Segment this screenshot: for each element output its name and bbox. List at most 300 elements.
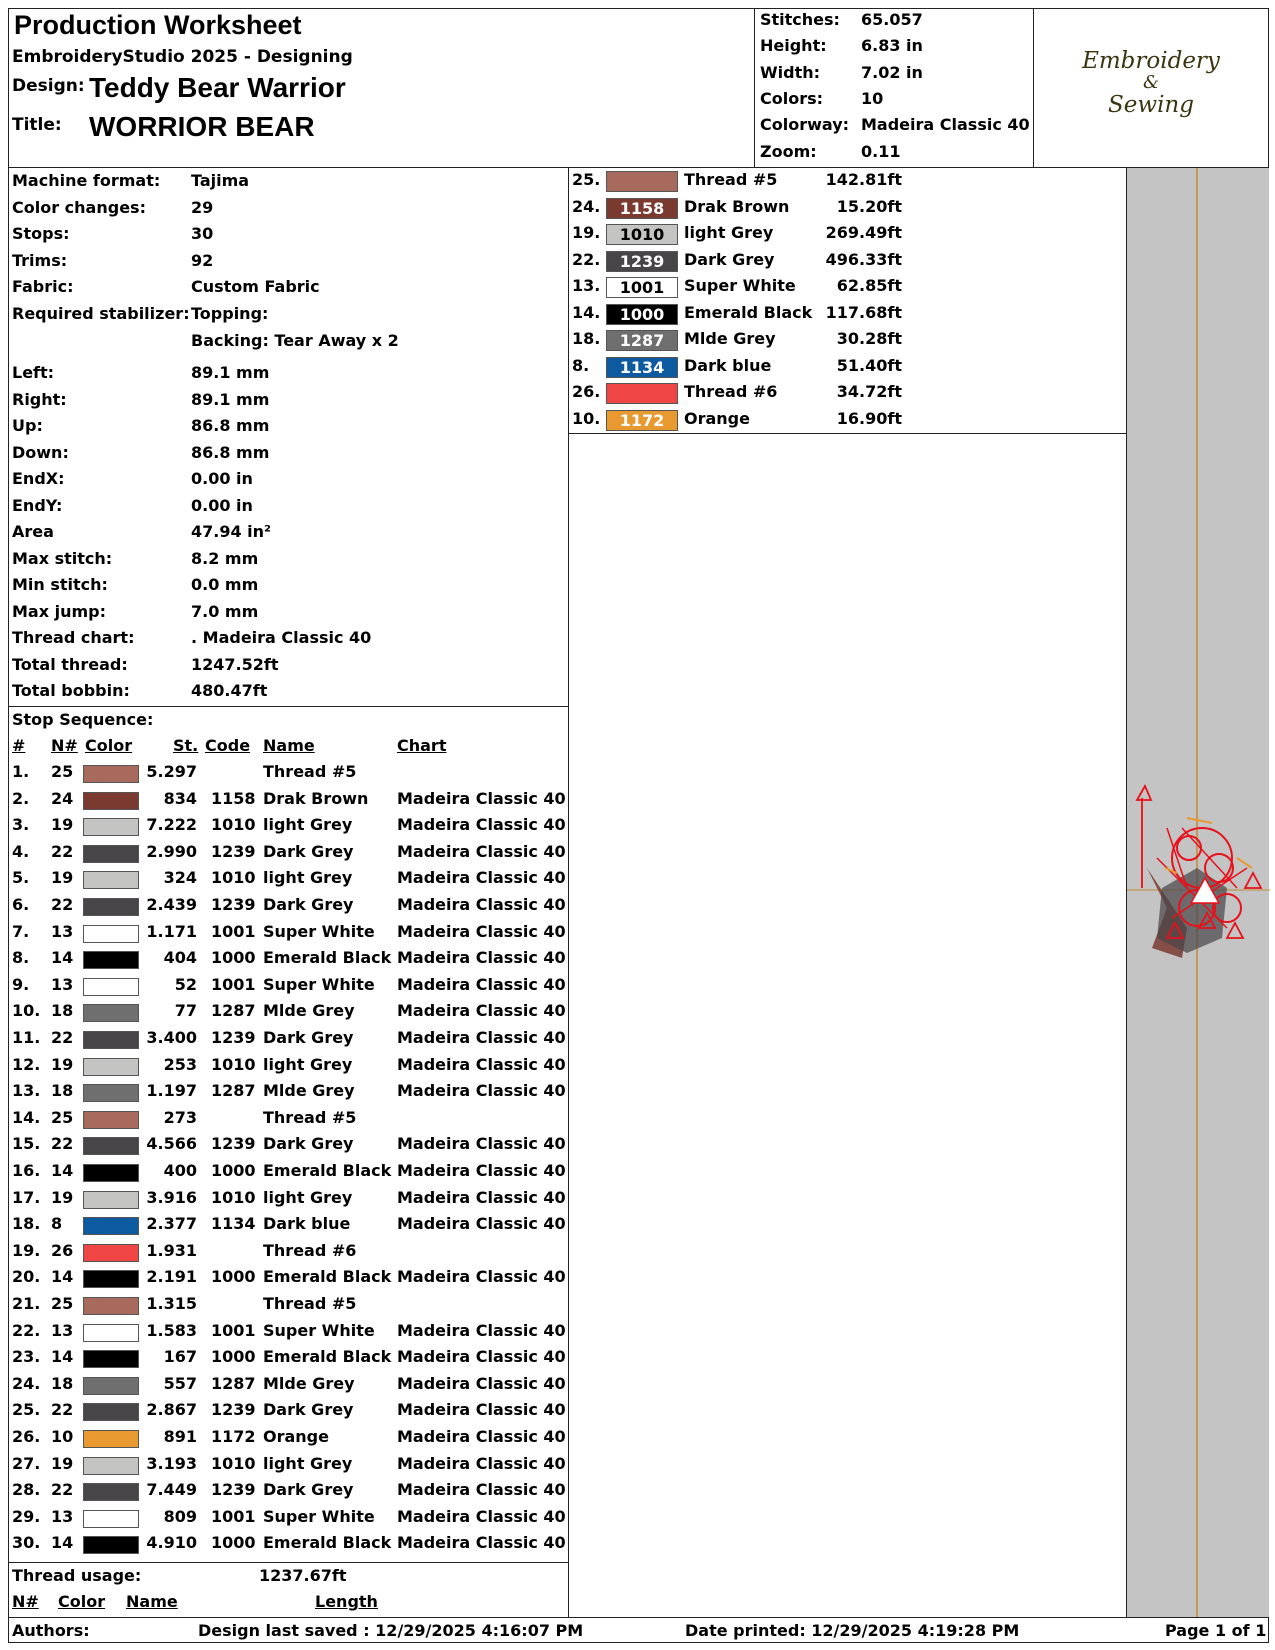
col-chart: Chart bbox=[397, 736, 447, 755]
row-needle: 25 bbox=[51, 1107, 74, 1127]
row-code: 1287 bbox=[211, 1001, 256, 1021]
row-code: 1134 bbox=[211, 1214, 256, 1234]
logo bbox=[1034, 48, 1268, 118]
design-preview-drawing bbox=[1127, 168, 1270, 1617]
info-label: Fabric: bbox=[12, 277, 74, 297]
row-needle: 19 bbox=[51, 1187, 74, 1207]
row-needle: 18 bbox=[51, 1001, 74, 1021]
measure-label: Total thread: bbox=[12, 654, 128, 674]
row-stitches: 809 bbox=[163, 1506, 197, 1526]
row-color-swatch bbox=[83, 1191, 139, 1209]
measure-value: 0.00 in bbox=[191, 495, 253, 515]
thread-swatch: 1239 bbox=[606, 251, 678, 272]
thread-row bbox=[572, 382, 902, 408]
row-index: 4. bbox=[12, 841, 30, 861]
col-code: Code bbox=[205, 736, 251, 755]
measure-value: 7.0 mm bbox=[191, 601, 259, 621]
row-stitches: 3.193 bbox=[146, 1453, 197, 1473]
row-name: Super White bbox=[263, 1506, 375, 1526]
thread-length: 34.72ft bbox=[836, 382, 902, 401]
logo-line-2: & bbox=[1142, 72, 1160, 93]
row-code: 1010 bbox=[211, 1453, 256, 1473]
row-name: Dark Grey bbox=[263, 895, 354, 914]
row-index: 2. bbox=[12, 788, 30, 808]
table-row bbox=[12, 868, 564, 894]
row-needle: 18 bbox=[51, 1081, 74, 1101]
table-row bbox=[12, 1533, 564, 1559]
thread-name: Dark Grey bbox=[684, 249, 775, 269]
row-index: 22. bbox=[12, 1320, 41, 1340]
row-index: 24. bbox=[12, 1373, 41, 1393]
row-name: Drak Brown bbox=[263, 788, 369, 808]
row-code: 1010 bbox=[211, 815, 256, 835]
row-name: Thread #6 bbox=[263, 1240, 357, 1260]
thread-length: 62.85ft bbox=[836, 276, 902, 295]
thread-row bbox=[572, 170, 902, 196]
bear-warrior-embroidery bbox=[1137, 786, 1261, 958]
table-row bbox=[12, 1400, 564, 1426]
row-code: 1239 bbox=[211, 895, 256, 914]
row-chart: Madeira Classic 40 bbox=[397, 1161, 566, 1180]
row-chart: Madeira Classic 40 bbox=[397, 815, 566, 835]
row-needle: 10 bbox=[51, 1427, 74, 1446]
row-index: 19. bbox=[12, 1240, 41, 1260]
row-name: Orange bbox=[263, 1427, 329, 1446]
table-row bbox=[12, 815, 564, 841]
row-chart: Madeira Classic 40 bbox=[397, 921, 566, 941]
row-name: Super White bbox=[263, 921, 375, 941]
stop-sequence-title: Stop Sequence: bbox=[12, 710, 154, 729]
row-chart: Madeira Classic 40 bbox=[397, 948, 566, 968]
thread-swatch bbox=[606, 171, 678, 192]
row-code: 1172 bbox=[211, 1427, 256, 1446]
col-name: Name bbox=[263, 736, 315, 755]
col-stitches: St. bbox=[173, 736, 199, 755]
stat-value: 10 bbox=[861, 88, 884, 108]
row-needle: 13 bbox=[51, 1320, 74, 1340]
row-chart: Madeira Classic 40 bbox=[397, 1347, 566, 1367]
usage-col-needle: N# bbox=[12, 1592, 39, 1611]
row-color-swatch bbox=[83, 1004, 139, 1022]
row-index: 12. bbox=[12, 1054, 41, 1074]
row-name: light Grey bbox=[263, 868, 353, 888]
row-index: 18. bbox=[12, 1214, 41, 1234]
row-color-swatch bbox=[83, 1137, 139, 1155]
row-chart: Madeira Classic 40 bbox=[397, 1320, 566, 1340]
measure-value: 8.2 mm bbox=[191, 548, 259, 568]
row-color-swatch bbox=[83, 898, 139, 916]
sequence-divider bbox=[8, 1562, 568, 1563]
row-stitches: 77 bbox=[174, 1001, 197, 1021]
thread-swatch: 1010 bbox=[606, 224, 678, 245]
thread-name: Super White bbox=[684, 276, 796, 295]
thread-number: 22. bbox=[572, 249, 601, 269]
row-name: Dark Grey bbox=[263, 1028, 354, 1047]
row-stitches: 557 bbox=[163, 1373, 197, 1393]
thread-row bbox=[572, 223, 902, 249]
design-label: Design: bbox=[12, 76, 85, 96]
row-index: 14. bbox=[12, 1107, 41, 1127]
row-chart: Madeira Classic 40 bbox=[397, 1427, 566, 1446]
measure-value: 0.0 mm bbox=[191, 575, 259, 594]
stat-label: Zoom: bbox=[760, 141, 817, 161]
row-stitches: 324 bbox=[163, 868, 197, 888]
measure-label: EndX: bbox=[12, 469, 65, 488]
row-name: Mlde Grey bbox=[263, 1001, 355, 1021]
info-label: Required stabilizer: bbox=[12, 304, 190, 323]
row-needle: 19 bbox=[51, 868, 74, 888]
measure-value: 86.8 mm bbox=[191, 416, 270, 435]
info-value: 92 bbox=[191, 250, 214, 270]
row-color-swatch bbox=[83, 1483, 139, 1501]
footer-date-printed: Date printed: 12/29/2025 4:19:28 PM bbox=[685, 1621, 1020, 1640]
row-chart: Madeira Classic 40 bbox=[397, 1453, 566, 1473]
row-chart: Madeira Classic 40 bbox=[397, 1001, 566, 1021]
left-column-divider bbox=[568, 167, 569, 1617]
thread-length: 51.40ft bbox=[836, 355, 902, 375]
row-chart: Madeira Classic 40 bbox=[397, 1134, 566, 1154]
table-row bbox=[12, 1001, 564, 1027]
measure-value: . Madeira Classic 40 bbox=[191, 628, 372, 647]
thread-usage-label: Thread usage: bbox=[12, 1566, 142, 1585]
row-needle: 22 bbox=[51, 1134, 74, 1154]
row-color-swatch bbox=[83, 1164, 139, 1182]
header-divider bbox=[8, 167, 1269, 168]
thread-number: 18. bbox=[572, 329, 601, 348]
row-stitches: 273 bbox=[163, 1107, 197, 1127]
measure-label: Up: bbox=[12, 416, 43, 435]
row-needle: 14 bbox=[51, 948, 74, 968]
table-row bbox=[12, 1214, 564, 1240]
row-color-swatch bbox=[83, 1350, 139, 1368]
stat-label: Width: bbox=[760, 62, 821, 82]
row-color-swatch bbox=[83, 1084, 139, 1102]
row-color-swatch bbox=[83, 1403, 139, 1421]
thread-swatch: 1287 bbox=[606, 330, 678, 351]
info-value: Custom Fabric bbox=[191, 277, 320, 297]
row-color-swatch bbox=[83, 1270, 139, 1288]
row-code: 1158 bbox=[211, 788, 256, 808]
row-name: Emerald Black bbox=[263, 1267, 392, 1287]
table-row bbox=[12, 1480, 564, 1506]
row-needle: 13 bbox=[51, 974, 74, 994]
row-chart: Madeira Classic 40 bbox=[397, 1214, 566, 1234]
table-row bbox=[12, 948, 564, 974]
table-row bbox=[12, 895, 564, 921]
row-chart: Madeira Classic 40 bbox=[397, 1054, 566, 1074]
measure-label: Max jump: bbox=[12, 601, 107, 621]
thread-length: 30.28ft bbox=[836, 329, 902, 348]
table-row bbox=[12, 1241, 564, 1267]
table-row bbox=[12, 1055, 564, 1081]
row-color-swatch bbox=[83, 1457, 139, 1475]
row-needle: 22 bbox=[51, 841, 74, 861]
row-stitches: 1.171 bbox=[146, 921, 197, 941]
thread-row bbox=[572, 356, 902, 382]
row-color-swatch bbox=[83, 1324, 139, 1342]
measure-label: Thread chart: bbox=[12, 628, 135, 647]
col-color: Color bbox=[85, 736, 133, 755]
row-color-swatch bbox=[83, 1058, 139, 1076]
thread-number: 10. bbox=[572, 408, 601, 428]
row-code: 1001 bbox=[211, 1320, 256, 1340]
row-index: 29. bbox=[12, 1506, 41, 1526]
thread-length: 16.90ft bbox=[836, 408, 902, 428]
row-color-swatch bbox=[83, 925, 139, 943]
thread-swatch: 1134 bbox=[606, 357, 678, 378]
info-value: Backing: Tear Away x 2 bbox=[191, 330, 399, 350]
table-row bbox=[12, 762, 564, 788]
thread-number: 24. bbox=[572, 196, 601, 216]
stat-value: 0.11 bbox=[861, 141, 901, 161]
row-stitches: 1.583 bbox=[146, 1320, 197, 1340]
thread-name: Dark blue bbox=[684, 355, 772, 375]
thread-swatch: 1158 bbox=[606, 198, 678, 219]
usage-col-length: Length bbox=[315, 1592, 378, 1611]
row-code: 1000 bbox=[211, 1347, 256, 1367]
software-name: EmbroideryStudio 2025 - Designing bbox=[12, 47, 353, 67]
row-name: Thread #5 bbox=[263, 1107, 357, 1127]
measure-value: 86.8 mm bbox=[191, 442, 270, 462]
row-code: 1000 bbox=[211, 1267, 256, 1287]
row-index: 16. bbox=[12, 1161, 41, 1180]
row-name: Emerald Black bbox=[263, 1533, 392, 1553]
thread-name: Emerald Black bbox=[684, 302, 813, 322]
table-row bbox=[12, 1294, 564, 1320]
thread-number: 26. bbox=[572, 382, 601, 401]
row-chart: Madeira Classic 40 bbox=[397, 1373, 566, 1393]
row-code: 1000 bbox=[211, 948, 256, 968]
row-needle: 8 bbox=[51, 1214, 63, 1234]
thread-number: 13. bbox=[572, 276, 601, 295]
row-stitches: 7.222 bbox=[146, 815, 197, 835]
row-stitches: 1.197 bbox=[146, 1081, 197, 1101]
stat-label: Stitches: bbox=[760, 10, 840, 29]
row-chart: Madeira Classic 40 bbox=[397, 1187, 566, 1207]
row-index: 26. bbox=[12, 1427, 41, 1446]
row-index: 21. bbox=[12, 1294, 41, 1313]
row-color-swatch bbox=[83, 951, 139, 969]
row-chart: Madeira Classic 40 bbox=[397, 1400, 566, 1420]
row-stitches: 400 bbox=[163, 1161, 197, 1180]
row-name: Thread #5 bbox=[263, 762, 357, 781]
info-divider bbox=[8, 706, 568, 707]
row-code: 1239 bbox=[211, 1028, 256, 1047]
row-index: 9. bbox=[12, 974, 30, 994]
table-row bbox=[12, 1321, 564, 1347]
row-chart: Madeira Classic 40 bbox=[397, 841, 566, 861]
row-color-swatch bbox=[83, 978, 139, 996]
col-needle: N# bbox=[51, 736, 78, 755]
row-index: 11. bbox=[12, 1028, 41, 1047]
stat-value: 65.057 bbox=[861, 10, 923, 29]
row-name: Thread #5 bbox=[263, 1294, 357, 1313]
thread-length: 269.49ft bbox=[825, 223, 902, 242]
thread-row bbox=[572, 303, 902, 329]
measure-value: 0.00 in bbox=[191, 469, 253, 488]
row-color-swatch bbox=[83, 765, 139, 783]
logo-line-1: Embroidery bbox=[1082, 48, 1220, 74]
stat-value: Madeira Classic 40 bbox=[861, 115, 1030, 135]
table-row bbox=[12, 1267, 564, 1293]
measure-label: Min stitch: bbox=[12, 575, 108, 594]
row-name: light Grey bbox=[263, 1453, 353, 1473]
row-name: Mlde Grey bbox=[263, 1373, 355, 1393]
row-needle: 14 bbox=[51, 1533, 74, 1553]
table-row bbox=[12, 1108, 564, 1134]
row-name: Emerald Black bbox=[263, 1161, 392, 1180]
row-stitches: 3.400 bbox=[146, 1028, 197, 1047]
row-name: Dark Grey bbox=[263, 1480, 354, 1500]
row-stitches: 2.990 bbox=[146, 841, 197, 861]
table-row bbox=[12, 1347, 564, 1373]
info-label: Machine format: bbox=[12, 171, 161, 190]
table-row bbox=[12, 922, 564, 948]
measure-label: Left: bbox=[12, 363, 55, 382]
row-color-swatch bbox=[83, 1217, 139, 1235]
row-stitches: 404 bbox=[163, 948, 197, 968]
row-stitches: 834 bbox=[163, 788, 197, 808]
row-stitches: 7.449 bbox=[146, 1480, 197, 1500]
table-row bbox=[12, 1134, 564, 1160]
row-name: Emerald Black bbox=[263, 1347, 392, 1367]
row-index: 27. bbox=[12, 1453, 41, 1473]
row-needle: 19 bbox=[51, 1453, 74, 1473]
table-row bbox=[12, 1507, 564, 1533]
thread-length: 496.33ft bbox=[825, 249, 902, 269]
measure-label: Down: bbox=[12, 442, 69, 462]
row-index: 20. bbox=[12, 1267, 41, 1287]
row-code: 1000 bbox=[211, 1533, 256, 1553]
row-index: 13. bbox=[12, 1081, 41, 1101]
row-chart: Madeira Classic 40 bbox=[397, 1506, 566, 1526]
info-value: 30 bbox=[191, 224, 214, 244]
thread-usage-value: 1237.67ft bbox=[259, 1566, 347, 1585]
row-name: light Grey bbox=[263, 815, 353, 835]
row-code: 1001 bbox=[211, 974, 256, 994]
measure-label: Area bbox=[12, 522, 54, 541]
thread-number: 19. bbox=[572, 223, 601, 242]
measure-value: 1247.52ft bbox=[191, 654, 279, 674]
measure-value: 89.1 mm bbox=[191, 363, 270, 382]
thread-number: 14. bbox=[572, 302, 601, 322]
thread-row bbox=[572, 276, 902, 302]
thread-swatch: 1000 bbox=[606, 304, 678, 325]
measure-value: 480.47ft bbox=[191, 681, 268, 700]
row-name: Emerald Black bbox=[263, 948, 392, 968]
row-needle: 14 bbox=[51, 1267, 74, 1287]
row-code: 1001 bbox=[211, 921, 256, 941]
row-needle: 25 bbox=[51, 1294, 74, 1313]
thread-name: Drak Brown bbox=[684, 196, 790, 216]
row-code: 1010 bbox=[211, 1187, 256, 1207]
table-row bbox=[12, 789, 564, 815]
row-needle: 24 bbox=[51, 788, 74, 808]
row-stitches: 3.916 bbox=[146, 1187, 197, 1207]
thread-row bbox=[572, 250, 902, 276]
row-color-swatch bbox=[83, 1297, 139, 1315]
measure-label: EndY: bbox=[12, 495, 63, 515]
row-index: 7. bbox=[12, 921, 30, 941]
thread-swatch bbox=[606, 383, 678, 404]
row-needle: 14 bbox=[51, 1161, 74, 1180]
row-color-swatch bbox=[83, 792, 139, 810]
row-color-swatch bbox=[83, 1031, 139, 1049]
row-index: 28. bbox=[12, 1480, 41, 1500]
row-index: 5. bbox=[12, 868, 30, 888]
title-value: WORRIOR BEAR bbox=[89, 111, 315, 142]
row-name: light Grey bbox=[263, 1187, 353, 1207]
row-index: 15. bbox=[12, 1134, 41, 1154]
design-preview bbox=[1126, 168, 1269, 1617]
row-index: 6. bbox=[12, 895, 30, 914]
row-name: Super White bbox=[263, 1320, 375, 1340]
row-color-swatch bbox=[83, 1244, 139, 1262]
row-needle: 19 bbox=[51, 1054, 74, 1074]
row-code: 1287 bbox=[211, 1373, 256, 1393]
row-chart: Madeira Classic 40 bbox=[397, 1533, 566, 1553]
table-row bbox=[12, 842, 564, 868]
thread-length: 142.81ft bbox=[825, 170, 902, 189]
footer-page-number: Page 1 of 1 bbox=[1165, 1621, 1267, 1640]
thread-row bbox=[572, 197, 902, 223]
row-name: Dark blue bbox=[263, 1214, 351, 1234]
row-chart: Madeira Classic 40 bbox=[397, 1267, 566, 1287]
measure-value: 89.1 mm bbox=[191, 389, 270, 409]
usage-col-name: Name bbox=[126, 1592, 178, 1611]
logo-line-3: Sewing bbox=[1108, 92, 1194, 118]
measure-label: Total bobbin: bbox=[12, 681, 130, 700]
thread-swatch: 1001 bbox=[606, 277, 678, 298]
table-row bbox=[12, 1374, 564, 1400]
measure-value: 47.94 in² bbox=[191, 522, 272, 541]
row-stitches: 5.297 bbox=[146, 762, 197, 781]
footer-last-saved: Design last saved : 12/29/2025 4:16:07 PM bbox=[198, 1621, 584, 1640]
row-chart: Madeira Classic 40 bbox=[397, 1028, 566, 1047]
row-needle: 13 bbox=[51, 1506, 74, 1526]
row-chart: Madeira Classic 40 bbox=[397, 895, 566, 914]
stat-label: Height: bbox=[760, 36, 827, 56]
footer-authors: Authors: bbox=[12, 1621, 90, 1640]
table-row bbox=[12, 1427, 564, 1453]
table-row bbox=[12, 1454, 564, 1480]
row-needle: 22 bbox=[51, 895, 74, 914]
info-label: Stops: bbox=[12, 224, 70, 244]
row-chart: Madeira Classic 40 bbox=[397, 788, 566, 808]
row-index: 30. bbox=[12, 1533, 41, 1553]
header-stats-divider bbox=[754, 8, 755, 167]
row-color-swatch bbox=[83, 871, 139, 889]
row-needle: 22 bbox=[51, 1480, 74, 1500]
thread-number: 25. bbox=[572, 170, 601, 189]
thread-number: 8. bbox=[572, 355, 590, 375]
thread-name: Orange bbox=[684, 408, 750, 428]
row-color-swatch bbox=[83, 1111, 139, 1129]
row-index: 8. bbox=[12, 948, 30, 968]
row-index: 25. bbox=[12, 1400, 41, 1420]
info-value: Tajima bbox=[191, 171, 250, 190]
measure-label: Right: bbox=[12, 389, 67, 409]
row-color-swatch bbox=[83, 1510, 139, 1528]
row-stitches: 2.439 bbox=[146, 895, 197, 914]
row-stitches: 167 bbox=[163, 1347, 197, 1367]
row-chart: Madeira Classic 40 bbox=[397, 868, 566, 888]
col-index: # bbox=[12, 736, 26, 755]
thread-name: light Grey bbox=[684, 223, 774, 242]
row-chart: Madeira Classic 40 bbox=[397, 1081, 566, 1101]
info-value: 29 bbox=[191, 197, 214, 217]
thread-swatch: 1172 bbox=[606, 410, 678, 431]
